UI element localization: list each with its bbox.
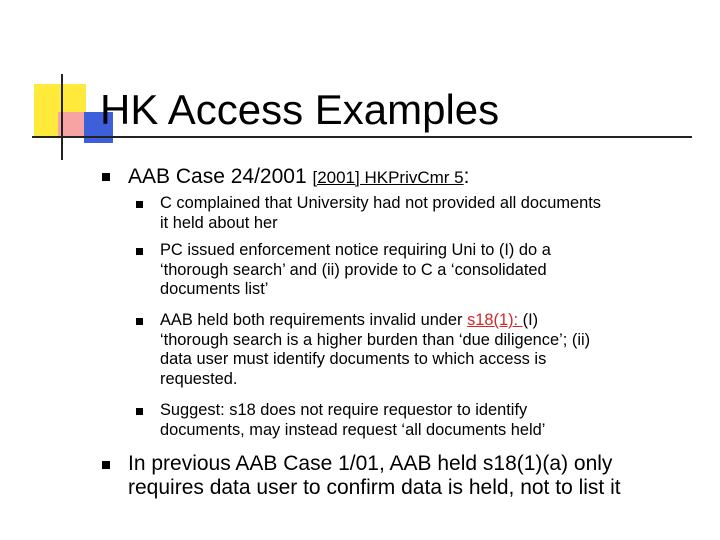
sub-bullet-icon — [136, 201, 143, 208]
text-line: Suggest: s18 does not require requestor to identify — [160, 401, 528, 419]
text-line: ‘thorough search is a higher burden than ‘due diligence’; (ii) — [160, 330, 591, 349]
text-line: requires data user to confirm data is held, not to list it — [128, 476, 621, 499]
sub-bullet-aab-held — [160, 311, 590, 389]
sub-bullet-icon — [136, 318, 143, 325]
sub-bullet-icon — [136, 248, 143, 255]
text-line: data user must identify documents to which access is — [160, 350, 547, 368]
text-line: ‘thorough search’ and (ii) provide to C a ‘consolidated — [160, 260, 547, 279]
text-line: C complained that University had not provided all documents — [160, 194, 601, 212]
bullet-aab-case — [128, 165, 469, 190]
text-line: In previous AAB Case 1/01, AAB held s18(1)(a) only — [128, 452, 613, 475]
case-citation-link[interactable]: [2001] HKPrivCmr 5 — [312, 168, 464, 187]
text-line: it held about her — [160, 213, 278, 232]
text-line — [160, 311, 590, 331]
sub-bullet-complaint — [160, 194, 601, 233]
bullet-icon — [102, 461, 110, 469]
sub-bullet-icon — [136, 408, 143, 415]
sub-bullet-suggest — [160, 401, 545, 440]
text-line: documents, may instead request ‘all documents held’ — [160, 420, 546, 439]
bullet-icon — [102, 173, 110, 181]
text-line: documents list’ — [160, 280, 269, 298]
text-line: PC issued enforcement notice requiring Uni to (I) do a — [160, 241, 551, 259]
text-segment: (I) — [522, 311, 539, 329]
s18-link[interactable]: s18(1): — [467, 311, 523, 329]
bullet-aab-case-suffix: : — [463, 165, 470, 188]
text-line: requested. — [160, 369, 238, 388]
title-underline — [32, 136, 692, 138]
bullet-previous-case — [128, 452, 621, 500]
sub-bullet-enforcement — [160, 241, 551, 300]
bullet-aab-case-prefix: AAB Case 24/2001 — [128, 165, 313, 188]
text-segment: AAB held both requirements invalid under — [160, 311, 468, 329]
decor-vertical-line — [61, 74, 63, 160]
slide-title: HK Access Examples — [100, 86, 500, 133]
